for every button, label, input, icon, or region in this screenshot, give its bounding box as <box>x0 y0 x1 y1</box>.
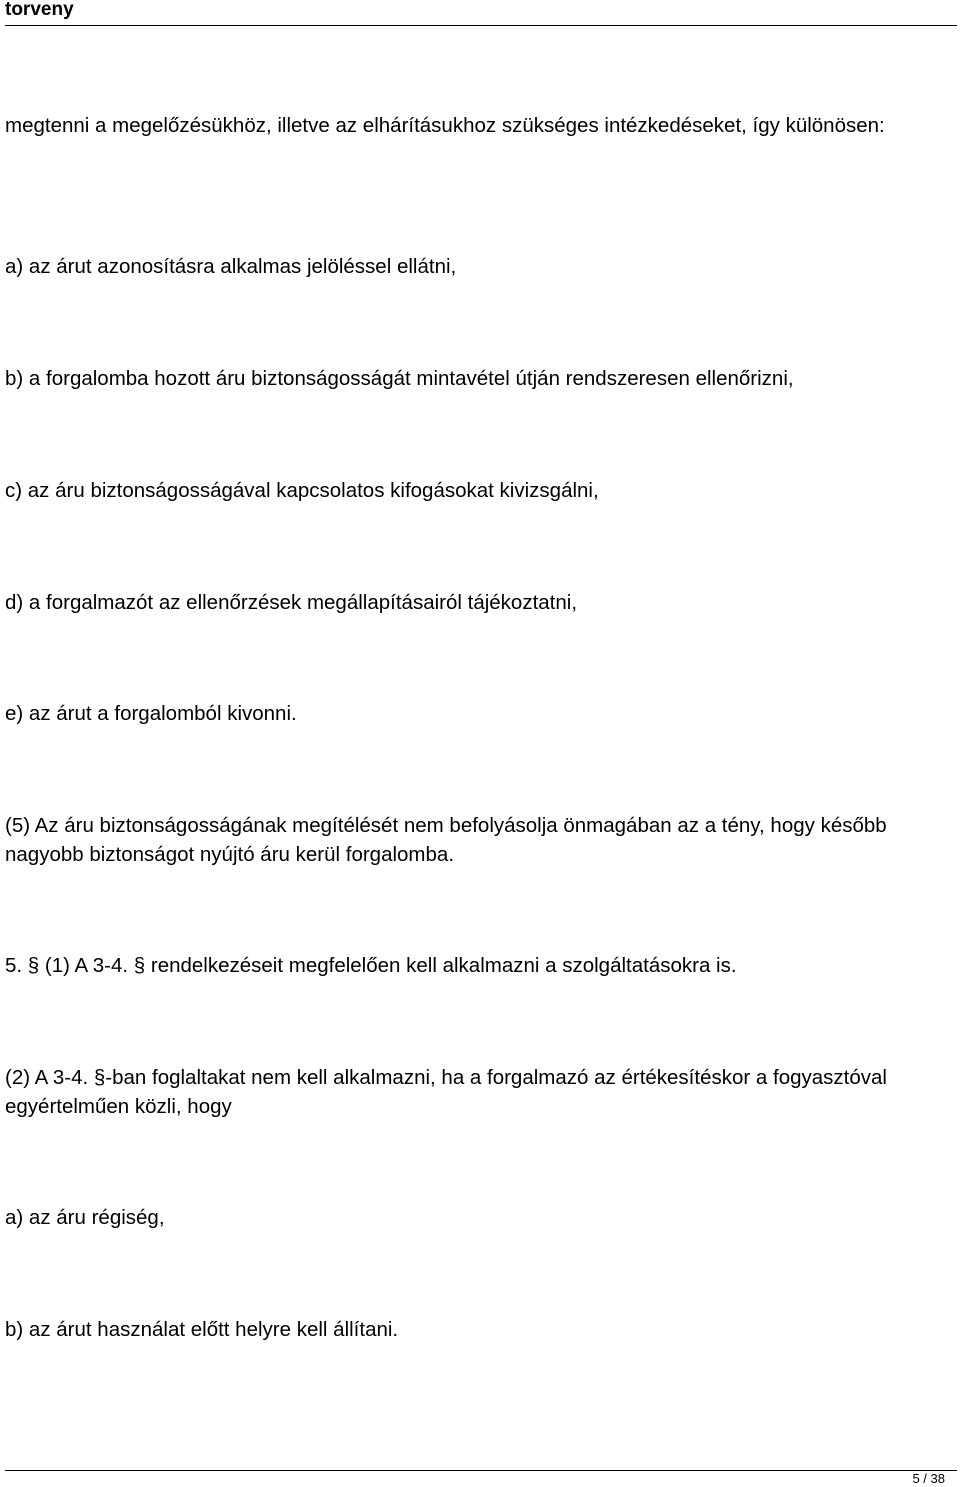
paragraph-intro: megtenni a megelőzésükhöz, illetve az elhárításukhoz szükséges intézkedéseket, így különösen: <box>5 114 885 137</box>
paragraph-5: (5) Az áru biztonságosságának megítélését nem befolyásolja önmagában az a tény, hogy később nagyobb biztonságot nyújtó áru kerül forgalomba. <box>5 814 887 866</box>
list-item-a: a) az árut azonosításra alkalmas jelöléssel ellátni, <box>5 255 457 278</box>
sub-item-b: b) az árut használat előtt helyre kell állítani. <box>5 1318 399 1341</box>
list-item-e: e) az árut a forgalomból kivonni. <box>5 702 297 725</box>
section-5-paragraph-1: 5. § (1) A 3-4. § rendelkezéseit megfelelően kell alkalmazni a szolgáltatásokra is. <box>5 954 737 977</box>
sub-item-a: a) az áru régiség, <box>5 1206 165 1229</box>
list-item-d: d) a forgalmazót az ellenőrzések megállapításairól tájékoztatni, <box>5 591 578 614</box>
footer-divider <box>5 1470 957 1471</box>
page-number: 5 / 38 <box>912 1471 945 1486</box>
section-5-paragraph-2: (2) A 3-4. §-ban foglaltakat nem kell alkalmazni, ha a forgalmazó az értékesítéskor a fogyasztóval egyértelműen közli, hogy <box>5 1066 887 1118</box>
header-divider <box>5 25 957 26</box>
list-item-c: c) az áru biztonságosságával kapcsolatos kifogásokat kivizsgálni, <box>5 479 599 502</box>
document-title: torveny <box>5 0 74 20</box>
list-item-b: b) a forgalomba hozott áru biztonságosságát mintavétel útján rendszeresen ellenőrizni, <box>5 367 794 390</box>
